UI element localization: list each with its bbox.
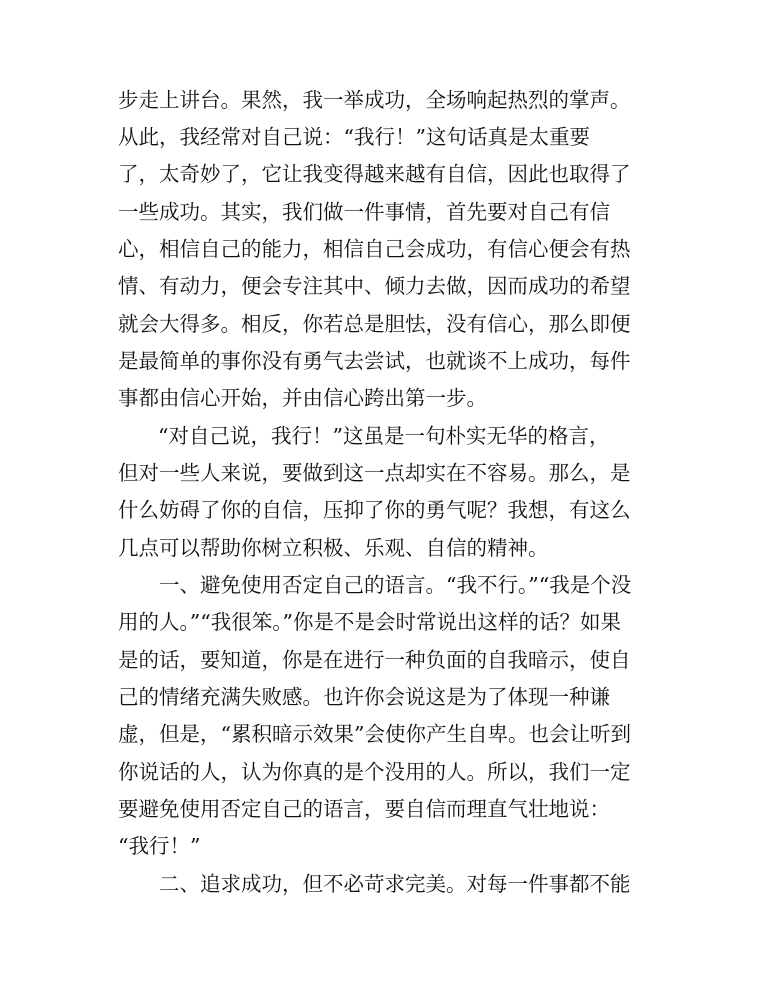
text-line: 从此，我经常对自己说：“我行！”这句话真是太重要 [118, 125, 590, 149]
text-line: 一些成功。其实，我们做一件事情，首先要对自己有信 [118, 200, 610, 224]
text-line: 是的话，要知道，你是在进行一种负面的自我暗示，使自 [118, 648, 631, 672]
text-line: 事都由信心开始，并由信心跨出第一步。 [118, 386, 487, 410]
text-line: 情、有动力，便会专注其中、倾力去做，因而成功的希望 [118, 274, 631, 298]
paragraph-first-line: 一、避免使用否定自己的语言。“我不行。”“我是个没 [159, 573, 632, 597]
paragraph-first-line: 二、追求成功，但不必苛求完美。对每一件事都不能 [159, 872, 631, 896]
text-line: 步走上讲台。果然，我一举成功，全场响起热烈的掌声。 [118, 88, 631, 112]
text-line: 虚，但是，“累积暗示效果”会使你产生自卑。也会让听到 [118, 722, 631, 746]
text-line: 你说话的人，认为你真的是个没用的人。所以，我们一定 [118, 760, 631, 784]
text-line: 己的情绪充满失败感。也许你会说这是为了体现一种谦 [118, 685, 610, 709]
text-line: “我行！” [118, 834, 201, 858]
text-line: 心，相信自己的能力，相信自己会成功，有信心便会有热 [118, 237, 631, 261]
text-line: 是最简单的事你没有勇气去尝试，也就谈不上成功，每件 [118, 349, 631, 373]
paragraph-first-line: “对自己说，我行！”这虽是一句朴实无华的格言， [158, 424, 610, 448]
text-line: 了，太奇妙了，它让我变得越来越有自信，因此也取得了 [118, 162, 631, 186]
text-line: 就会大得多。相反，你若总是胆怯，没有信心，那么即便 [118, 312, 631, 336]
text-line: 要避免使用否定自己的语言，要自信而理直气壮地说： [118, 797, 610, 821]
text-line: 什么妨碍了你的自信，压抑了你的勇气呢？我想，有这么 [118, 498, 631, 522]
text-line: 但对一些人来说，要做到这一点却实在不容易。那么，是 [118, 461, 631, 485]
text-line: 几点可以帮助你树立积极、乐观、自信的精神。 [118, 536, 549, 560]
text-line: 用的人。”“我很笨。”你是不是会时常说出这样的话？如果 [118, 610, 621, 634]
